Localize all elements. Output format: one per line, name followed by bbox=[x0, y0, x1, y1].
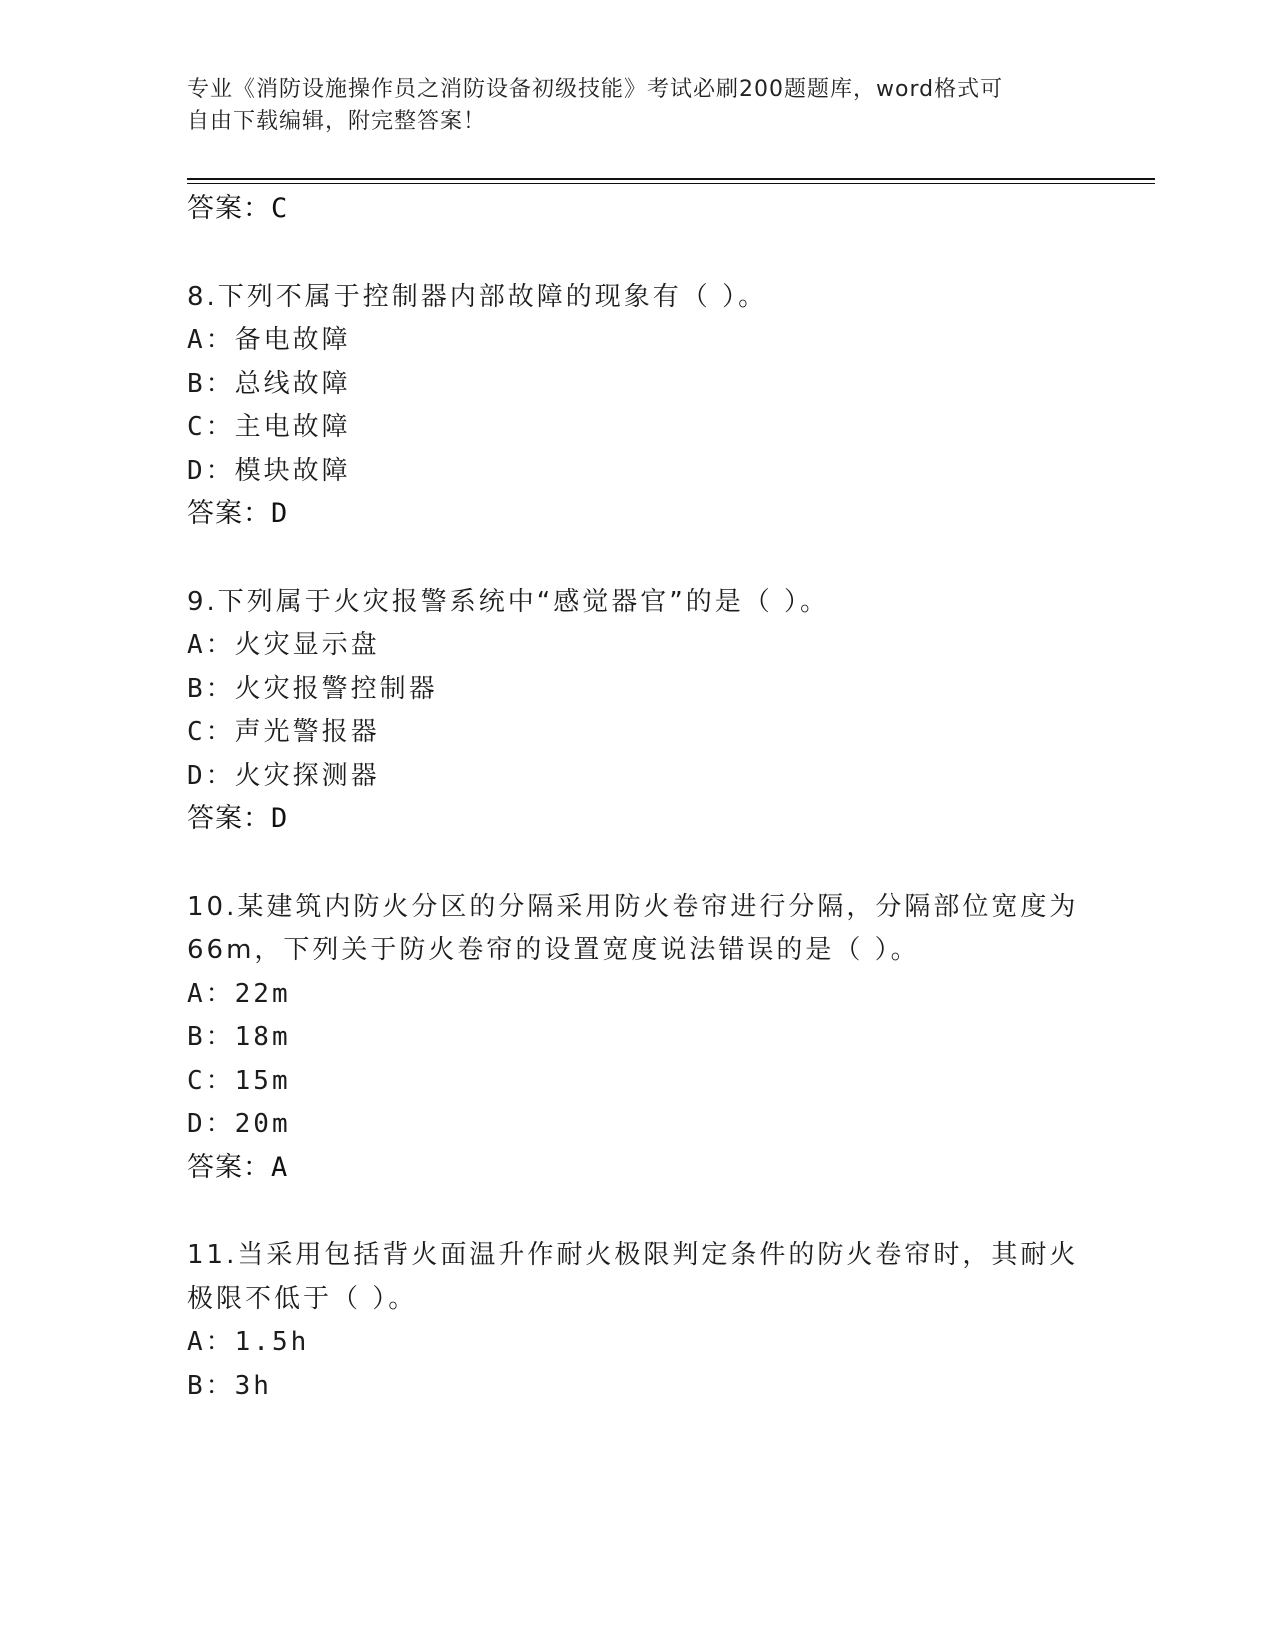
question-10-option-c: C：15m bbox=[187, 1066, 291, 1096]
question-8-stem: 8.下列不属于控制器内部故障的现象有（ ）。 bbox=[187, 282, 768, 312]
answer-q10: 答案：A bbox=[187, 1152, 289, 1183]
header-line-2: 自由下载编辑，附完整答案！ bbox=[187, 109, 487, 134]
question-11-stem-line-2: 极限不低于（ ）。 bbox=[187, 1284, 418, 1314]
question-8-option-d: D：模块故障 bbox=[187, 456, 351, 486]
question-11-stem-line-1: 11.当采用包括背火面温升作耐火极限判定条件的防火卷帘时，其耐火 bbox=[187, 1240, 1079, 1270]
question-9-option-c: C：声光警报器 bbox=[187, 717, 380, 747]
question-9-option-a: A：火灾显示盘 bbox=[187, 630, 380, 660]
question-9-option-b: B：火灾报警控制器 bbox=[187, 674, 438, 704]
question-9-option-d: D：火灾探测器 bbox=[187, 761, 380, 791]
question-10-option-b: B：18m bbox=[187, 1022, 291, 1052]
question-11-option-b: B：3h bbox=[187, 1371, 272, 1401]
question-8-option-a: A：备电故障 bbox=[187, 325, 351, 355]
question-9-stem: 9.下列属于火灾报警系统中“感觉器官”的是（ ）。 bbox=[187, 587, 830, 617]
header-divider-thick bbox=[187, 178, 1155, 180]
question-10-option-a: A：22m bbox=[187, 979, 291, 1009]
document-header bbox=[187, 74, 1067, 138]
question-10-stem-line-2: 66m，下列关于防火卷帘的设置宽度说法错误的是（ ）。 bbox=[187, 935, 920, 965]
question-11-option-a: A：1.5h bbox=[187, 1327, 310, 1357]
question-8-option-c: C：主电故障 bbox=[187, 412, 351, 442]
question-10-stem-line-1: 10.某建筑内防火分区的分隔采用防火卷帘进行分隔，分隔部位宽度为 bbox=[187, 892, 1079, 922]
question-8-option-b: B：总线故障 bbox=[187, 369, 351, 399]
answer-q9: 答案：D bbox=[187, 803, 289, 834]
question-10-option-d: D：20m bbox=[187, 1109, 291, 1139]
answer-q7: 答案：C bbox=[187, 193, 289, 224]
header-line-1: 专业《消防设施操作员之消防设备初级技能》考试必刷200题题库，word格式可 bbox=[187, 77, 1004, 102]
answer-q8: 答案：D bbox=[187, 498, 289, 529]
header-divider-thin bbox=[187, 183, 1155, 184]
